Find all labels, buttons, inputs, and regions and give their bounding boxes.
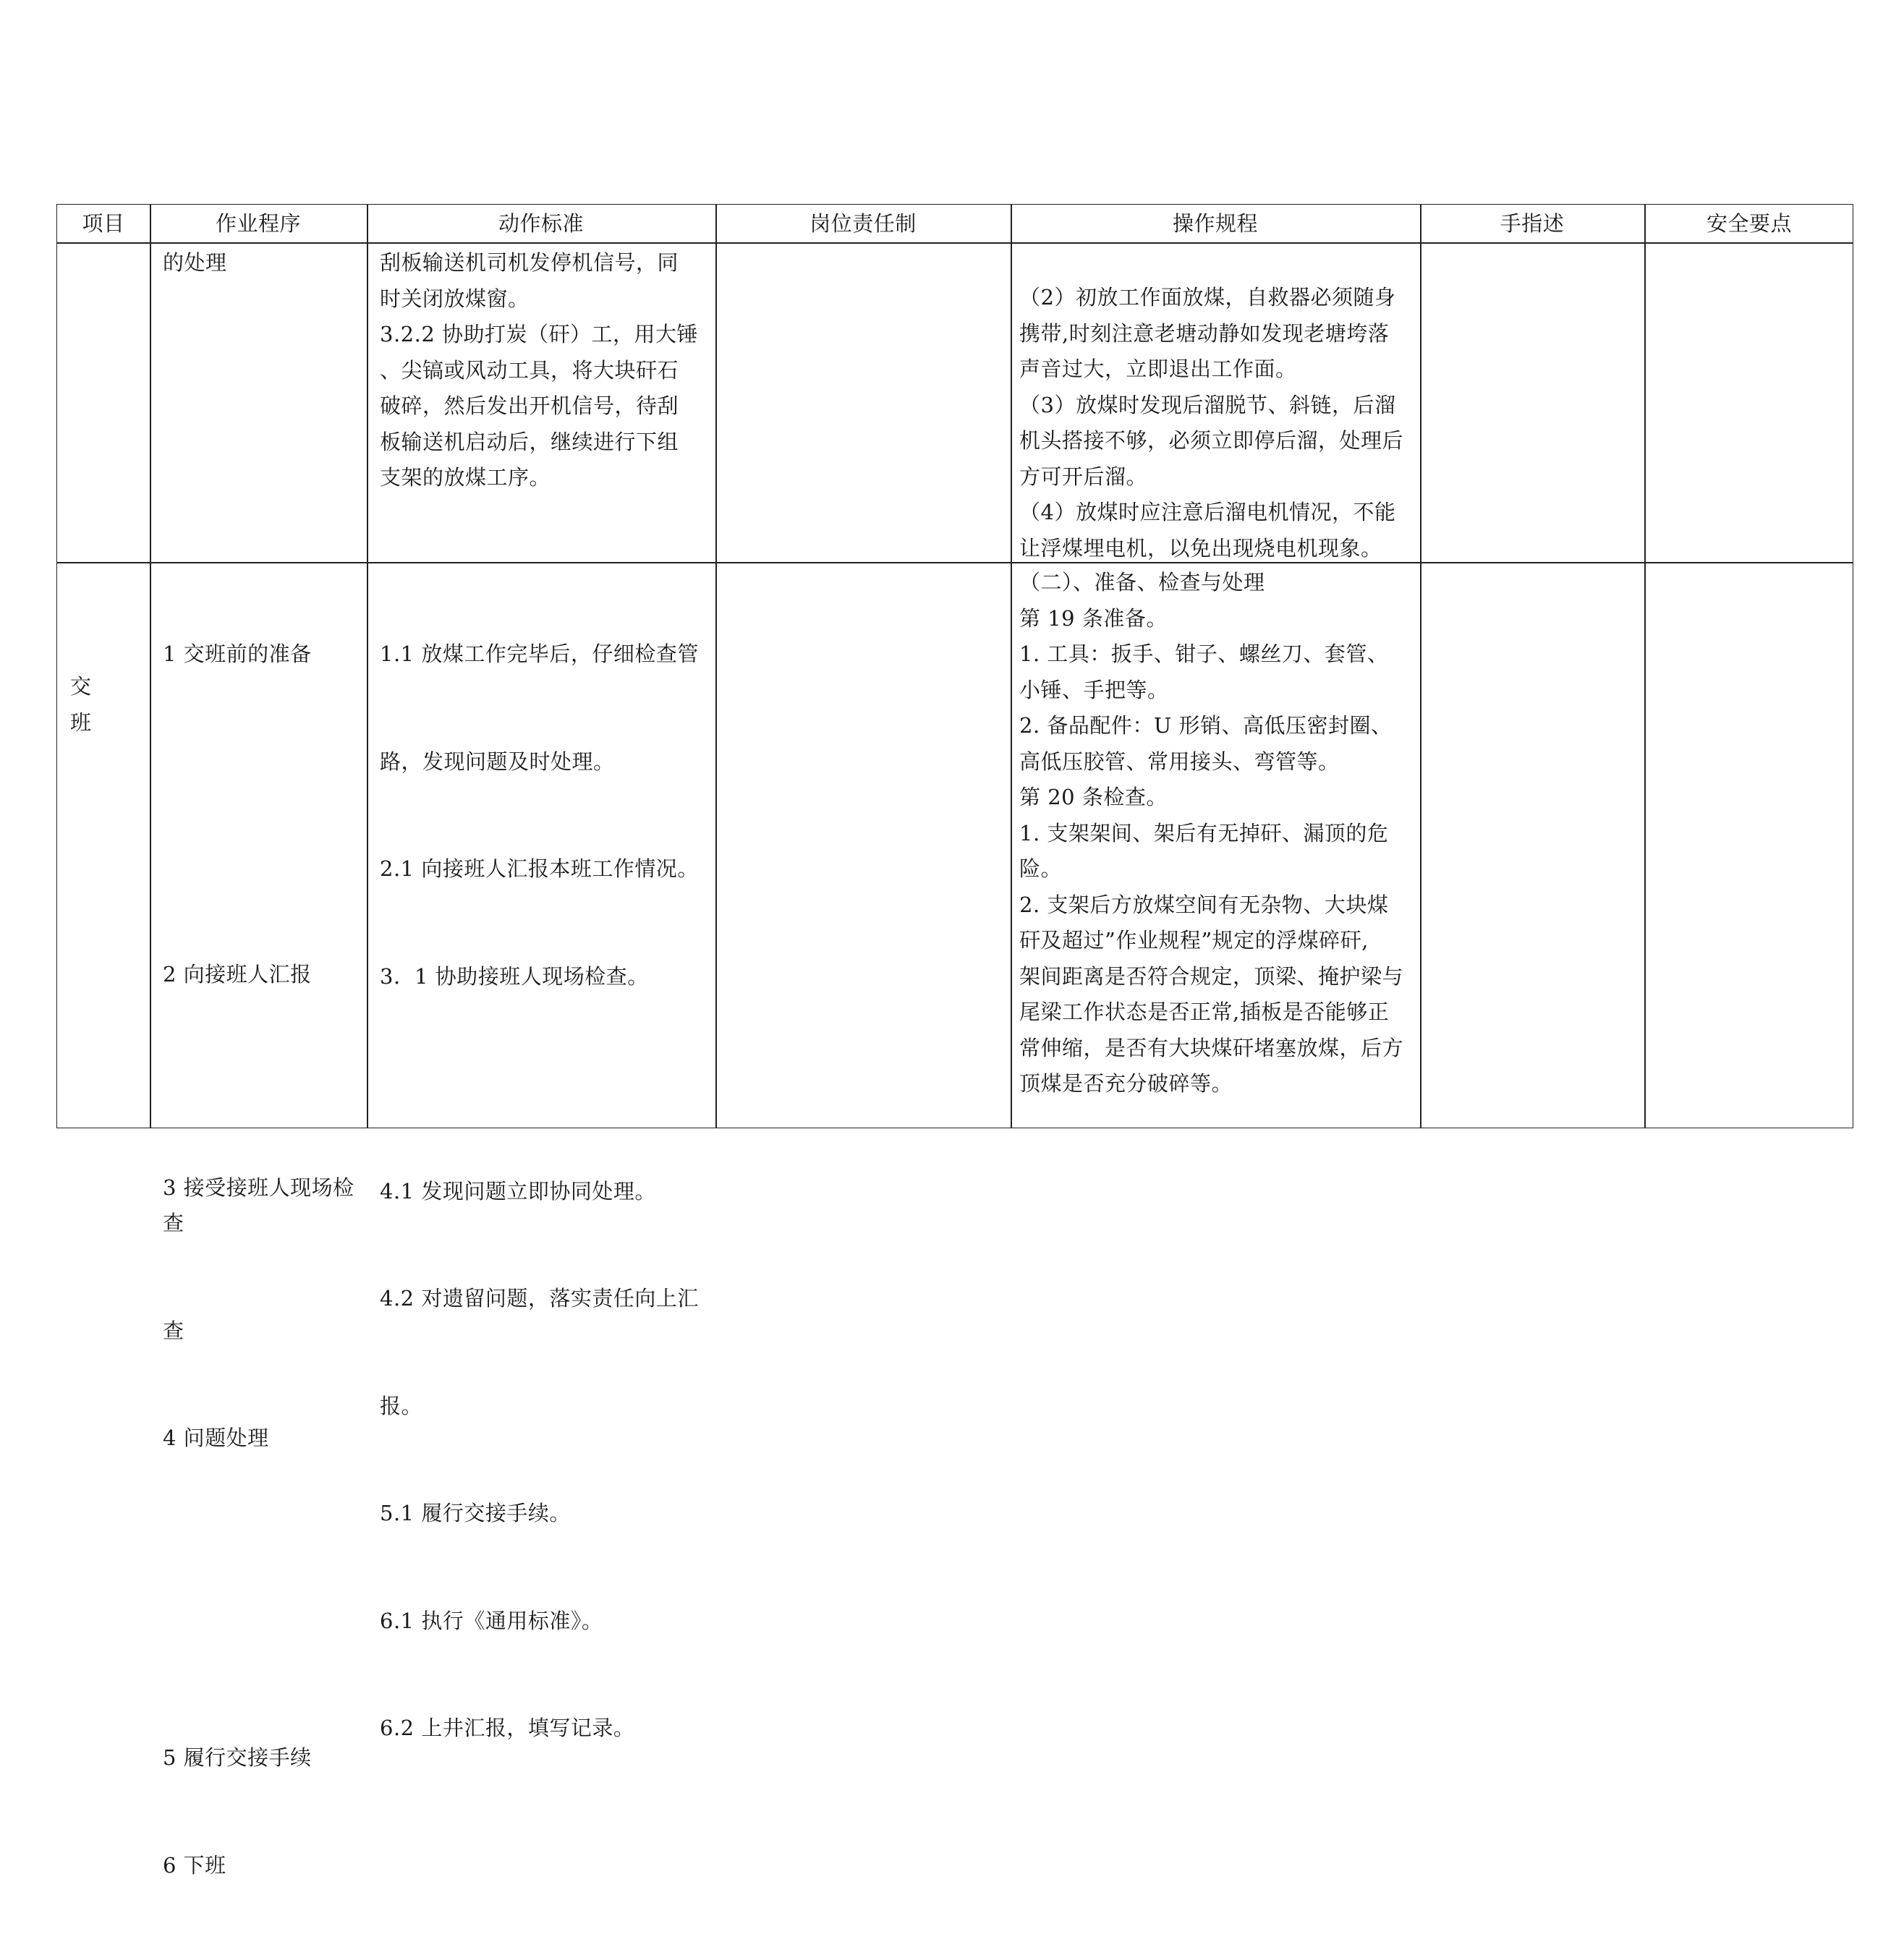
rules-line: （2）初放工作面放煤，自救器必须随身 bbox=[1019, 285, 1396, 310]
rules-line: 机头搭接不够，必须立即停后溜，处理后 bbox=[1019, 428, 1404, 453]
procedure-line: 4 问题处理 bbox=[163, 1426, 269, 1450]
rules-line: （3）放煤时发现后溜脱节、斜链，后溜 bbox=[1019, 392, 1396, 417]
row2-operating-rules bbox=[1019, 565, 1419, 1102]
action-line: 3.2.2 协助打炭（矸）工，用大锤 bbox=[380, 322, 699, 346]
action-line: 路，发现问题及时处理。 bbox=[380, 749, 615, 774]
rules-line: 2. 备品配件：U 形销、高低压密封圈、 bbox=[1019, 713, 1393, 738]
col-divider bbox=[367, 205, 368, 1128]
col-divider bbox=[150, 205, 151, 1128]
action-line: 报。 bbox=[380, 1393, 423, 1418]
procedure-table bbox=[56, 204, 1853, 1878]
action-line: 4.2 对遗留问题，落实责任向上汇 bbox=[380, 1286, 699, 1311]
header-hand-statement: 手指述 bbox=[1500, 211, 1565, 236]
procedure-line: 1 交班前的准备 bbox=[163, 642, 312, 666]
rules-line: 第 20 条检查。 bbox=[1019, 785, 1168, 809]
rules-line: 常伸缩，是否有大块煤矸堵塞放煤，后方 bbox=[1019, 1035, 1404, 1060]
rules-line: 携带,时刻注意老塘动静如发现老塘垮落 bbox=[1019, 320, 1390, 346]
rules-line: 矸及超过”作业规程”规定的浮煤碎矸, bbox=[1019, 928, 1369, 953]
action-line: 6.2 上井汇报，填写记录。 bbox=[380, 1716, 635, 1740]
action-line: 时关闭放煤窗。 bbox=[380, 286, 530, 311]
procedure-line bbox=[163, 1528, 365, 1564]
rules-line: 让浮煤埋电机，以免出现烧电机现象。 bbox=[1019, 535, 1382, 561]
procedure-line: 6 下班 bbox=[163, 1852, 226, 1878]
row2-procedure bbox=[163, 565, 365, 1955]
rules-line: 尾梁工作状态是否正常,插板是否能够正 bbox=[1019, 1000, 1390, 1024]
header-item: 项目 bbox=[82, 211, 125, 236]
row1-procedure bbox=[163, 245, 362, 281]
rules-line: 小锤、手把等。 bbox=[1019, 677, 1169, 702]
item-char: 交 bbox=[70, 674, 92, 699]
action-line: 3. 1 协助接班人现场检查。 bbox=[380, 963, 649, 989]
rules-line: 1. 支架架间、架后有无掉矸、漏顶的危 bbox=[1019, 820, 1389, 846]
rules-line: 声音过大，立即退出工作面。 bbox=[1019, 357, 1297, 381]
rules-line: 2. 支架后方放煤空间有无杂物、大块煤 bbox=[1019, 892, 1389, 917]
procedure-line bbox=[163, 851, 365, 885]
row-divider bbox=[57, 562, 1853, 563]
action-line: 支架的放煤工序。 bbox=[380, 465, 551, 490]
rules-line: 1. 工具：扳手、钳子、螺丝刀、套管、 bbox=[1019, 642, 1389, 666]
item-char: 班 bbox=[70, 710, 92, 735]
col-divider bbox=[1011, 205, 1012, 1128]
header-responsibility: 岗位责任制 bbox=[809, 211, 917, 236]
row1-action-standard bbox=[380, 245, 713, 496]
action-line: 2.1 向接班人汇报本班工作情况。 bbox=[380, 856, 699, 881]
action-line: 4.1 发现问题立即协同处理。 bbox=[380, 1178, 656, 1204]
header-safety-points: 安全要点 bbox=[1706, 211, 1792, 236]
header-operating-rules: 操作规程 bbox=[1172, 211, 1258, 236]
procedure-line bbox=[163, 1065, 365, 1099]
action-line: 5.1 履行交接手续。 bbox=[380, 1501, 571, 1525]
procedure-line: 查 bbox=[163, 1318, 184, 1343]
procedure-line: 5 履行交接手续 bbox=[163, 1745, 312, 1770]
procedure-line: 3 接受接班人现场检查 bbox=[163, 1175, 354, 1235]
col-divider bbox=[1420, 205, 1421, 1128]
rules-line: 方可开后溜。 bbox=[1019, 464, 1148, 489]
rules-line: 险。 bbox=[1019, 856, 1063, 881]
action-line: 刮板输送机司机发停机信号，同 bbox=[380, 250, 679, 275]
row1-operating-rules bbox=[1019, 280, 1419, 566]
action-line: 、尖镐或风动工具，将大块矸石 bbox=[380, 357, 679, 383]
action-line: 破碎，然后发出开机信号，待刮 bbox=[380, 393, 679, 418]
rules-line: 架间距离是否符合规定，顶梁、掩护梁与 bbox=[1019, 963, 1404, 989]
rules-line: 第 19 条准备。 bbox=[1019, 605, 1168, 631]
rules-line: （二）、准备、检查与处理 bbox=[1019, 570, 1265, 595]
action-line bbox=[380, 1066, 714, 1102]
procedure-line bbox=[163, 1635, 365, 1669]
procedure-line: 2 向接班人汇报 bbox=[163, 962, 312, 987]
procedure-line bbox=[163, 744, 365, 780]
row2-item bbox=[70, 669, 143, 741]
action-line: 板输送机启动后，继续进行下组 bbox=[380, 429, 679, 454]
header-action-standard: 动作标准 bbox=[498, 211, 584, 236]
rules-line: 高低压胶管、常用接头、弯管等。 bbox=[1019, 749, 1340, 774]
col-divider bbox=[1644, 205, 1646, 1128]
rules-line: 顶煤是否充分破碎等。 bbox=[1019, 1071, 1233, 1096]
action-line: 1.1 放煤工作完毕后，仔细检查管 bbox=[380, 642, 699, 666]
action-line: 6.1 执行《通用标准》。 bbox=[380, 1608, 603, 1633]
col-divider bbox=[715, 205, 717, 1128]
header-divider bbox=[57, 242, 1853, 244]
header-procedure: 作业程序 bbox=[215, 211, 301, 236]
row2-action-standard bbox=[380, 565, 714, 1818]
rules-line: （4）放煤时应注意后溜电机情况，不能 bbox=[1019, 500, 1396, 524]
procedure-line: 的处理 bbox=[163, 250, 227, 275]
